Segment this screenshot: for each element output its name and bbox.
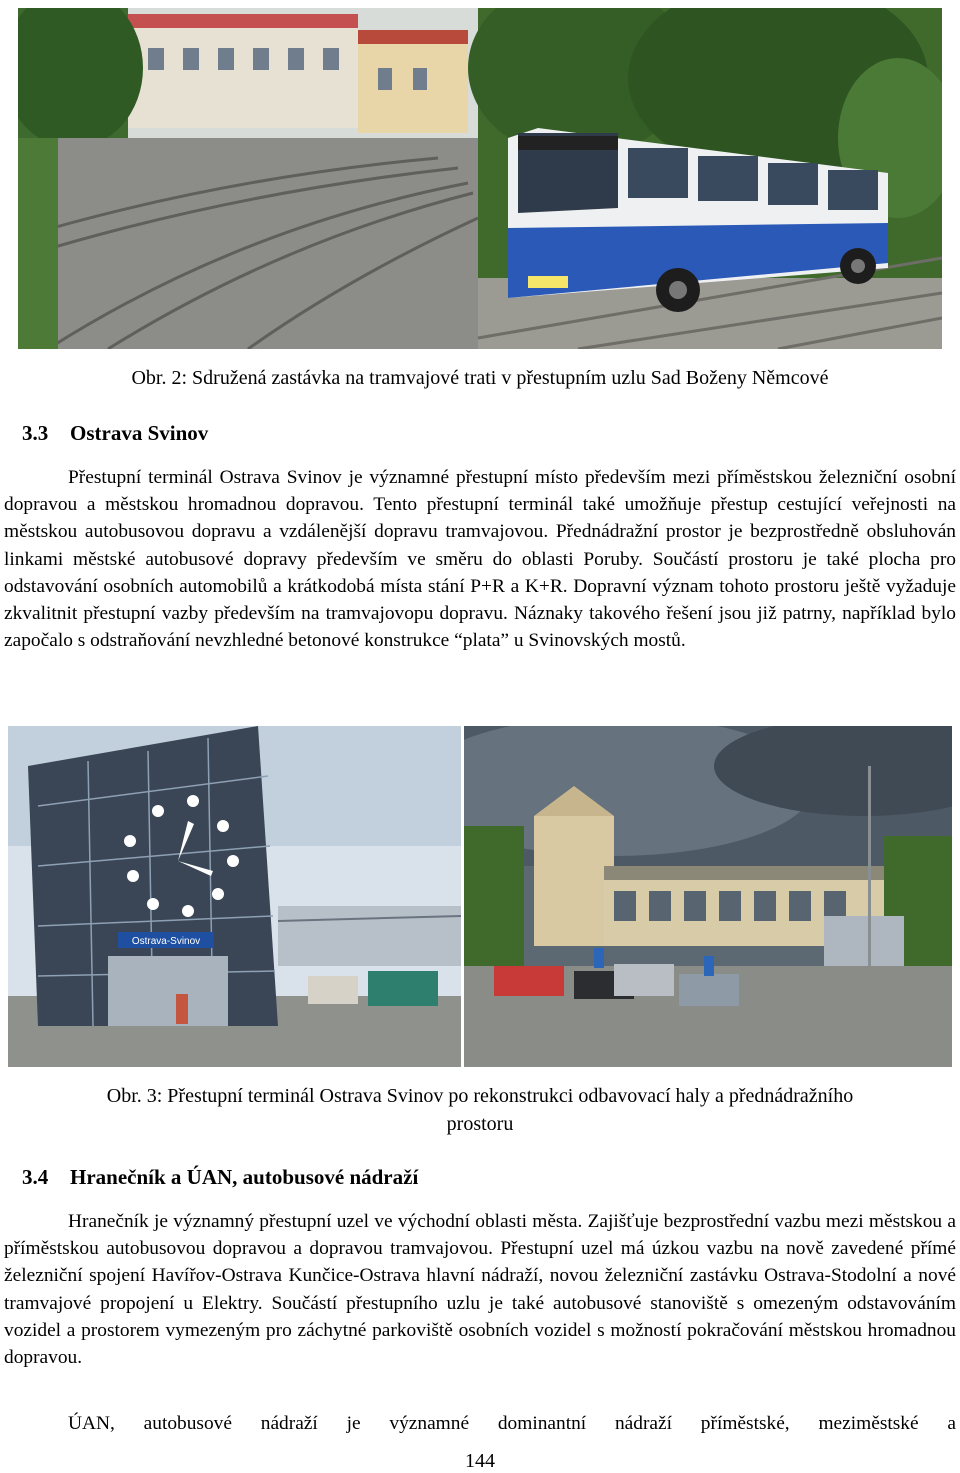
paragraph-text: Hranečník je významný přestupní uzel ve východní oblasti města. Zajišťuje bezprostřední vazbu mezi městskou a příměstskou autobusovou dopravou a dopravou tramvajovou. Přestupní uzel má úzkou vazbu na nově zavedené přímé železniční spojení Havířov-Ostrava Kunčice-Ostrava hlavní nádraží, novou železniční zastávku Ostrava-Stodolní a nové tramvajové propojení u Elektry. Součástí přestupního uzlu je také autobusové stanoviště s omezeným odstavováním vozidel a prostorem vymezeným pro záchytné parkoviště osobních vozidel s možností pokračování městskou hromadnou dopravou. <box>4 1211 956 1369</box>
paragraph-text: ÚAN, autobusové nádraží je významné dominantní nádraží příměstské, meziměstské a <box>68 1413 956 1434</box>
section-title: Hranečník a ÚAN, autobusové nádraží <box>70 1165 419 1189</box>
section-number: 3.3 <box>22 421 49 445</box>
svinov-forecourt-photo <box>464 726 952 1067</box>
paragraph-text: Přestupní terminál Ostrava Svinov je významné přestupní místo především mezi příměstskou železniční osobní dopravou a městskou hromadnou dopravou. Tento přestupní terminál také umožňuje přestup cestující veřejnosti na městskou autobusovou dopravu a vzdálenější dopravu tramvajovou. Přednádražní prostor je bezprostředně obsluhován linkami městské autobusové dopravy především ve směru do oblasti Poruby. Součástí prostoru je také plocha pro odstavování osobních automobilů a krátkodobá místa stání P+R a K+R. Dopravní význam tohoto prostoru ještě vyžaduje zkvalitnit přestupní vazby především na tramvajovopu dopravu. Náznaky takového řešení jsou již patrny, například bylo započalo s odstraňování nevzhledné betonové konstrukce “plata” u Svinovských mostů. <box>4 467 956 652</box>
figure-2-caption: Obr. 2: Sdružená zastávka na tramvajové trati v přestupním uzlu Sad Boženy Němcové <box>131 367 829 389</box>
page-number: 144 <box>465 1450 495 1472</box>
section-3-4-paragraph-1 <box>4 1208 956 1371</box>
section-3-4-heading <box>22 1165 418 1190</box>
svinov-station-building-photo <box>8 726 461 1067</box>
section-title: Ostrava Svinov <box>70 421 209 445</box>
tram-stop-photo <box>18 8 942 349</box>
section-3-4-paragraph-2 <box>4 1410 956 1437</box>
station-sign: Ostrava-Svinov <box>131 936 201 947</box>
figure-3-caption-line-1: Obr. 3: Přestupní terminál Ostrava Svinov po rekonstrukci odbavovací haly a přednádražního <box>106 1085 854 1107</box>
figure-3-caption-line-2: prostoru <box>446 1113 514 1135</box>
section-3-3-paragraph <box>4 464 956 654</box>
section-number: 3.4 <box>22 1165 49 1189</box>
section-3-3-heading <box>22 421 208 446</box>
